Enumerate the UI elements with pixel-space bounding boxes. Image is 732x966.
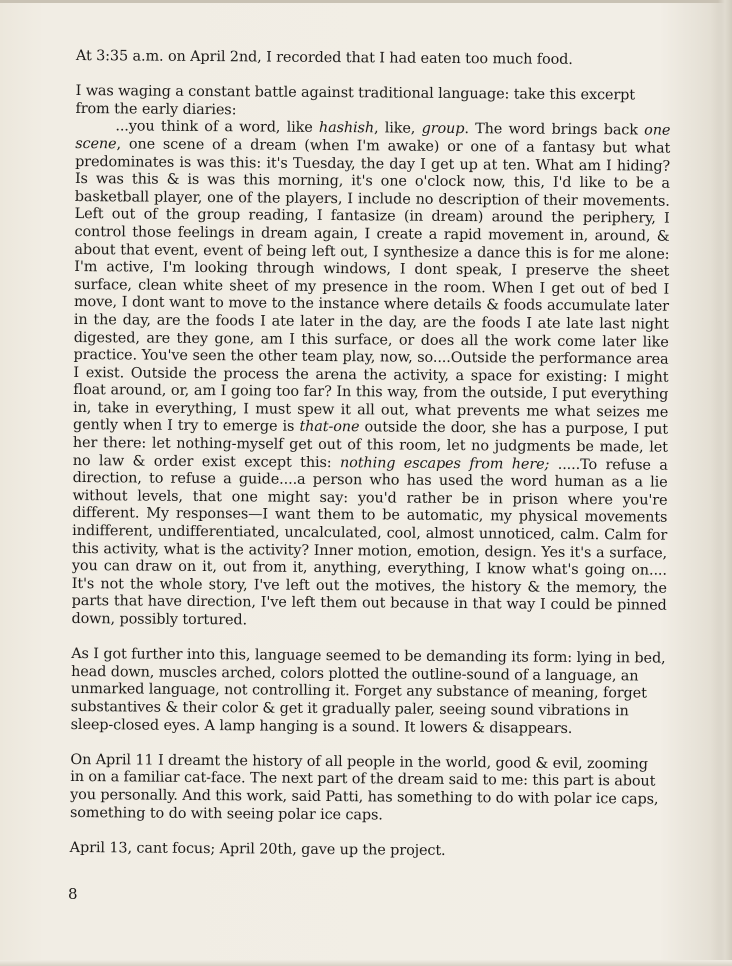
excerpt-italic-group: group xyxy=(421,121,465,138)
excerpt-text: , one scene of a dream (when I'm awake) or one of a fantasy but what predominates is was this: it's Tuesday, the day I get up at ten. What am I hiding? Is was this & is was this morning, it's one o'clock now, this, I'd like to be a basketball player, one of the players, I include no description of their movements. Left out of the group reading, I fantasize (in dream) around the periphery, I control those feelings in dream again, I create a rapid movement in, around, & about that event, event of being left out, I synthesize a dance this is for me alone: I'm active, I'm looking through windows, I dont speak, I preserve the sheet surface, clean white sheet of my presence in the room. When I get out of bed I move, I dont want to move to the instance where details & foods accumulate later in the day, are the foods I ate later in the day, are the foods I ate late last night digested, are they gone, am I this surface, or does all the work come later like practice. You've seen the other team play, now, so....Outside the performance area I exist. Outside the process the arena the activity, a space for existing: I might float around, or, am I going too far? In this way, from the outside, I put everything in, take in everything, I must spew it all out, what prevents me what seizes me gently when I try to emerge is xyxy=(72,136,671,436)
paragraph-battle-against-language: I was waging a constant battle against traditional language: take this excerpt from the early diaries: xyxy=(75,83,636,119)
paragraph-language-form: As I got further into this, language seemed to be demanding its form: lying in bed, head down, muscles arched, colors plotted the outline-sound of a language, an unmarked language, not controlling it. Forget any substance of meaning, forget substantives & their color & get it gradually paler, seeing sound vibrations in sleep-closed eyes. A lamp hanging is a sound. It lowers & disappears. xyxy=(70,646,666,737)
diary-excerpt xyxy=(71,118,670,633)
excerpt-italic-one-scene: one scene xyxy=(75,122,671,153)
excerpt-text: .....To refuse a direction, to refuse a guide....a person who has used the word human as a lie without levels, that one might say: you'd rather be in prison where you're different. My responses—I want them to be automatic, my physical movements indifferent, undifferentiated, uncalculated, cool, almost unnoticed, calm. Calm for this activity, what is the activity? Inner motion, emotion, design. Yes it's a surface, you can draw on it, out from it, anything, everything, I know what's going on.... It's not the whole story, I've left out the motives, the history & the memory, the parts that have direction, I've left them out because in that way I could be pinned down, possibly tortured. xyxy=(71,456,668,629)
excerpt-italic-that-one: that-one xyxy=(299,419,360,436)
page-bottom-edge xyxy=(0,960,732,966)
body-text xyxy=(70,48,671,880)
excerpt-italic-hashish: hashish xyxy=(318,120,375,137)
page-right-edge xyxy=(718,0,732,966)
excerpt-text: ...you think of a word, like xyxy=(115,118,320,137)
excerpt-italic-nothing-escapes: nothing escapes from here; xyxy=(339,454,550,473)
excerpt-text: , like, xyxy=(373,120,422,138)
excerpt-text: outside the door, she has a purpose, I put her there: let nothing-myself get out of this room, let no judgments be made, let no law & order exist except this: xyxy=(72,419,669,471)
paragraph-april-2: At 3:35 a.m. on April 2nd, I recorded that I had eaten too much food. xyxy=(75,48,573,68)
page-number: 8 xyxy=(68,885,78,903)
excerpt-text: . The word brings back xyxy=(464,121,645,139)
page-top-edge xyxy=(0,0,732,3)
paragraph-april-11-dream: On April 11 I dreamt the history of all people in the world, good & evil, zooming in on a familiar cat-face. The next part of the dream said to me: this part is about you personally. And this work, said Patti, has something to do with polar ice caps, something to do with seeing polar ice caps. xyxy=(69,751,659,823)
paragraph-april-13-20: April 13, cant focus; April 20th, gave up the project. xyxy=(69,839,446,859)
